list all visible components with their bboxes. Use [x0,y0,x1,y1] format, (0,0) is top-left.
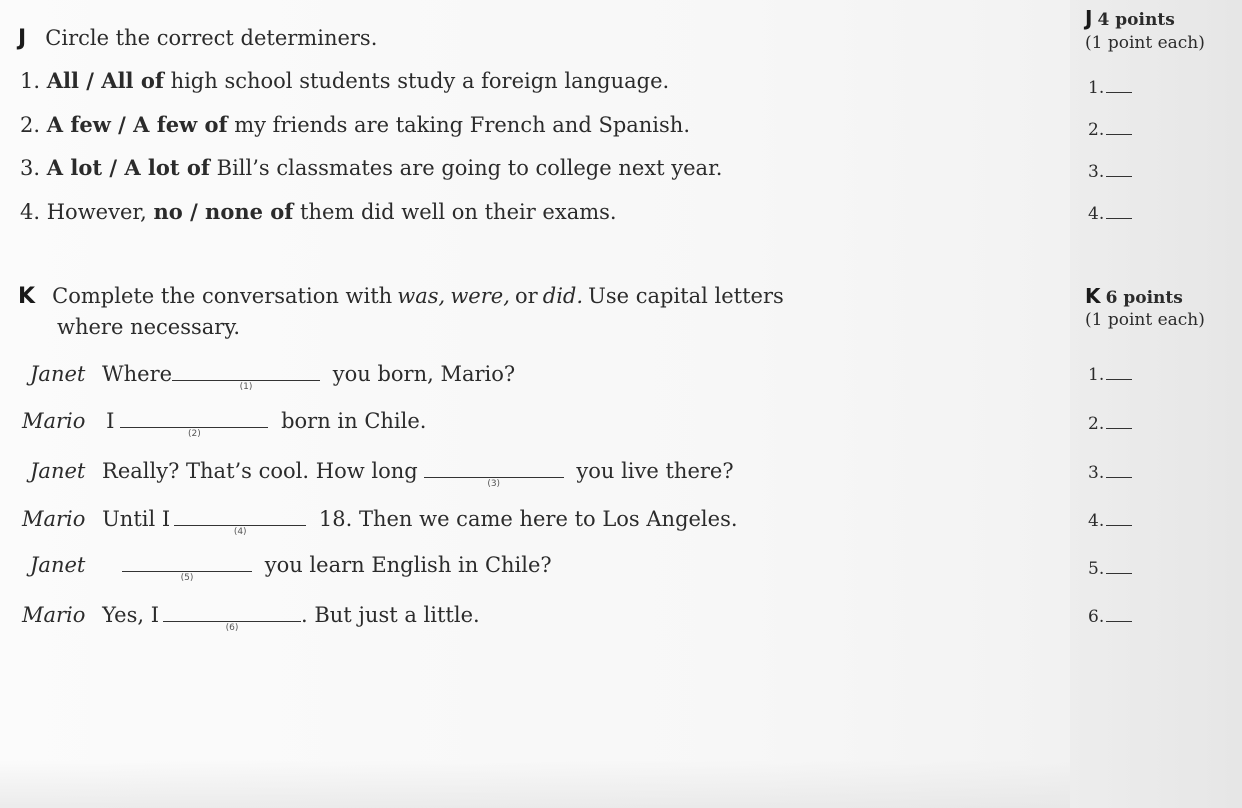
conversation-blank[interactable] [122,553,252,583]
section-j-instruction: Circle the correct determiners. [45,26,378,50]
line-post-text: you live there? [576,459,734,483]
k-line-4 [22,507,738,537]
speaker-name: Mario [22,603,86,627]
blank-number: (6) [225,623,239,633]
j-item-text: my friends are taking French and Spanish. [234,113,691,137]
j-item-choice[interactable]: A lot / A lot of [46,155,210,180]
j-item-1 [20,68,669,93]
line-pre-text: Where [102,362,173,386]
k-answer-5[interactable] [1088,559,1132,579]
word-did: did. [542,284,584,308]
k-line-3 [30,459,734,489]
j-item-num: 2. [20,113,41,137]
answer-number: 3. [1088,162,1105,182]
answer-line[interactable] [1106,414,1132,429]
section-k-points [1085,284,1183,308]
blank-number: (2) [188,429,201,439]
blank-number: (5) [180,573,194,583]
j-item-text: Bill’s classmates are going to college next year. [216,156,723,180]
answer-number: 4. [1088,204,1105,224]
section-k-instruction-a: Complete the conversation with [52,284,393,308]
section-j-points [1085,6,1175,30]
j-answer-3[interactable] [1088,162,1132,182]
section-k-heading [18,284,784,309]
speaker-name: Mario [22,409,86,433]
j-item-pre: However, [46,200,147,224]
j-item-choice[interactable]: no / none of [153,199,294,224]
answer-line[interactable] [1106,559,1132,574]
answer-line[interactable] [1106,607,1132,622]
answer-number: 1. [1088,78,1105,98]
section-j-letter: J [18,26,27,51]
speaker-name: Janet [30,553,86,577]
word-were: were, [450,284,510,308]
section-k-instruction-b: Use capital letters [588,284,784,308]
k-line-5 [30,553,552,583]
j-item-4 [20,199,617,224]
j-answer-4[interactable] [1088,204,1132,224]
j-item-text: high school students study a foreign language. [170,69,670,93]
section-k-instruction-c: where necessary. [57,315,241,339]
k-answer-2[interactable] [1088,414,1132,434]
line-pre-text: Until I [102,507,171,531]
k-line-6 [22,603,480,633]
j-answer-2[interactable] [1088,120,1132,140]
k-answer-4[interactable] [1088,511,1132,531]
blank-number: (3) [487,479,501,489]
section-k-points-letter: K [1085,284,1101,308]
answer-line[interactable] [1106,78,1132,93]
speaker-name: Janet [30,362,86,386]
j-item-num: 1. [20,69,41,93]
line-post-text: 18. Then we came here to Los Angeles. [318,507,738,531]
j-item-text: them did well on their exams. [300,200,617,224]
j-item-3 [20,155,722,180]
j-item-choice[interactable]: All / All of [46,68,164,93]
answer-line[interactable] [1106,365,1132,380]
speaker-name: Janet [30,459,86,483]
speaker-name: Mario [22,507,86,531]
answer-line[interactable] [1106,463,1132,478]
answer-number: 5. [1088,559,1105,579]
section-j-points-value: 4 points [1097,10,1175,30]
word-was: was, [397,284,446,308]
j-item-choice[interactable]: A few / A few of [46,112,228,137]
answer-line[interactable] [1106,162,1132,177]
line-post-text: you learn English in Chile? [264,553,552,577]
conversation-blank[interactable] [120,409,268,439]
line-post-text: born in Chile. [281,409,427,433]
conversation-blank[interactable] [172,362,320,392]
answer-number: 2. [1088,120,1105,140]
conversation-blank[interactable] [163,603,301,633]
blank-number: (4) [233,527,247,537]
j-item-num: 4. [20,200,41,224]
page-shadow [0,760,1070,808]
word-or: or [514,284,538,308]
section-j-points-each: (1 point each) [1085,33,1205,53]
line-pre-text: I [106,409,115,433]
answer-number: 3. [1088,463,1105,483]
j-item-2 [20,112,690,137]
conversation-blank[interactable] [424,459,564,489]
line-pre-text: Yes, I [102,603,159,627]
answer-number: 6. [1088,607,1105,627]
line-post-text: you born, Mario? [332,362,516,386]
answer-line[interactable] [1106,511,1132,526]
answer-number: 4. [1088,511,1105,531]
section-j-points-letter: J [1085,6,1093,30]
conversation-blank[interactable] [174,507,306,537]
k-answer-3[interactable] [1088,463,1132,483]
answer-line[interactable] [1106,120,1132,135]
answer-line[interactable] [1106,204,1132,219]
j-answer-1[interactable] [1088,78,1132,98]
line-pre-text: Really? That’s cool. How long [102,459,418,483]
line-post-text: . But just a little. [301,603,480,627]
k-answer-1[interactable] [1088,365,1132,385]
section-k-points-each: (1 point each) [1085,310,1205,330]
k-line-2 [22,409,427,439]
blank-number: (1) [239,382,253,392]
answer-number: 1. [1088,365,1105,385]
section-k-points-value: 6 points [1105,288,1183,308]
section-k-letter: K [18,284,36,309]
k-answer-6[interactable] [1088,607,1132,627]
answer-number: 2. [1088,414,1105,434]
k-line-1 [30,362,516,392]
j-item-num: 3. [20,156,41,180]
section-j-heading [18,26,377,51]
